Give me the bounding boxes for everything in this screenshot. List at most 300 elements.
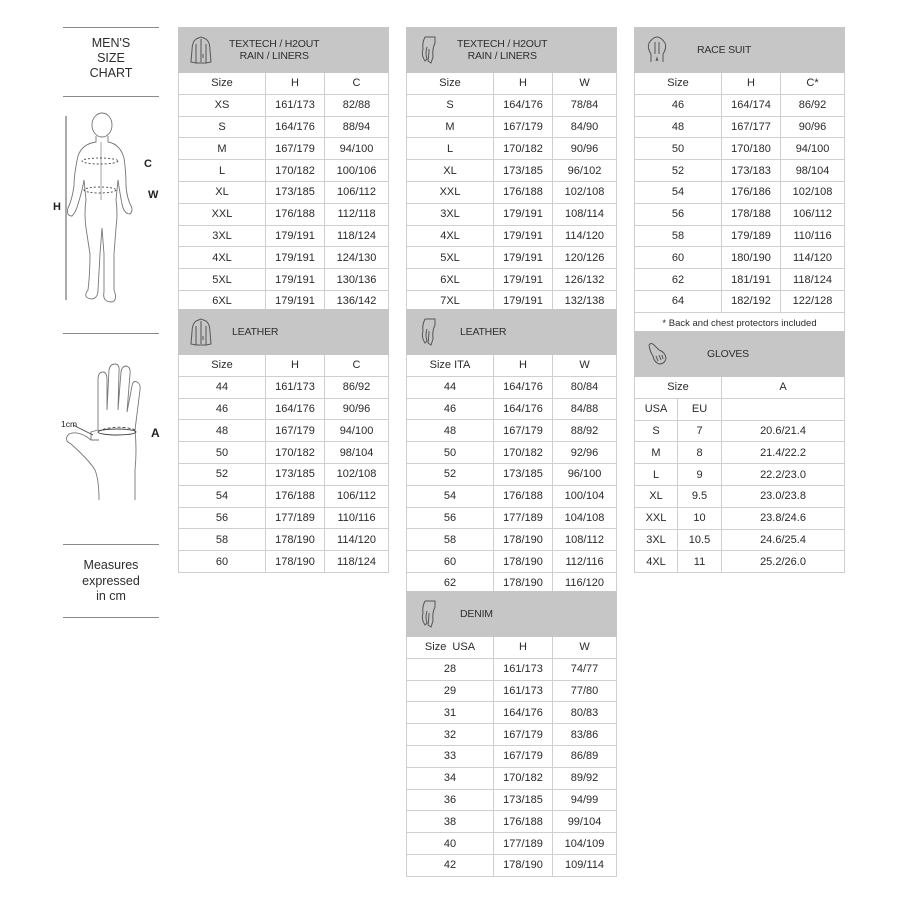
height-cell: 178/190 bbox=[494, 572, 553, 594]
table-row bbox=[635, 529, 845, 551]
size-cell: 56 bbox=[179, 507, 266, 529]
height-cell: 173/185 bbox=[266, 463, 325, 485]
table-row bbox=[407, 269, 617, 291]
waist-cell: 102/108 bbox=[553, 181, 617, 203]
height-cell: 167/179 bbox=[266, 138, 325, 160]
waist-cell: 90/96 bbox=[553, 138, 617, 160]
hand-a-label: A bbox=[151, 426, 160, 440]
table-title: RAIN / LINERS bbox=[467, 50, 537, 62]
chest-cell: 118/124 bbox=[781, 269, 845, 291]
waist-cell: 112/116 bbox=[553, 551, 617, 573]
divider bbox=[63, 544, 159, 545]
height-label: H bbox=[53, 201, 61, 213]
height-cell: 178/190 bbox=[266, 551, 325, 573]
height-cell: 173/185 bbox=[494, 789, 553, 811]
hand-cell: 23.0/23.8 bbox=[722, 485, 845, 507]
waist-cell: 86/89 bbox=[553, 745, 617, 767]
height-cell: 179/191 bbox=[266, 269, 325, 291]
table-row bbox=[407, 745, 617, 767]
waist-cell: 94/99 bbox=[553, 789, 617, 811]
table-row bbox=[407, 724, 617, 746]
size-cell: 33 bbox=[407, 745, 494, 767]
denim-table bbox=[406, 591, 617, 877]
height-cell: 173/183 bbox=[722, 160, 781, 182]
height-cell: 167/179 bbox=[266, 420, 325, 442]
size-cell: 28 bbox=[407, 658, 494, 680]
table-row bbox=[407, 94, 617, 116]
table-row bbox=[179, 138, 389, 160]
height-cell: 176/188 bbox=[494, 181, 553, 203]
height-cell: 179/189 bbox=[722, 225, 781, 247]
height-cell: 164/176 bbox=[266, 398, 325, 420]
table-title: DENIM bbox=[460, 607, 493, 620]
height-cell: 167/179 bbox=[494, 420, 553, 442]
table-row bbox=[635, 551, 845, 573]
column-header: H bbox=[494, 637, 553, 659]
table-row bbox=[635, 442, 845, 464]
waist-label: W bbox=[148, 189, 159, 201]
size-cell: 62 bbox=[635, 269, 722, 291]
table-row bbox=[635, 94, 845, 116]
height-cell: 179/191 bbox=[266, 290, 325, 312]
chart-title bbox=[63, 36, 159, 81]
size-cell: M bbox=[179, 138, 266, 160]
height-cell: 164/176 bbox=[494, 94, 553, 116]
table-header bbox=[179, 28, 389, 73]
table-row bbox=[179, 94, 389, 116]
chest-cell: 110/116 bbox=[325, 507, 389, 529]
table-row bbox=[179, 269, 389, 291]
waist-cell: 104/109 bbox=[553, 833, 617, 855]
glove-icon bbox=[645, 340, 669, 368]
height-cell: 170/182 bbox=[494, 138, 553, 160]
table-row bbox=[179, 376, 389, 398]
height-cell: 181/191 bbox=[722, 269, 781, 291]
chest-cell: 94/100 bbox=[781, 138, 845, 160]
waist-cell: 92/96 bbox=[553, 442, 617, 464]
column-header: H bbox=[722, 73, 781, 95]
size-cell: 62 bbox=[407, 572, 494, 594]
height-cell: 170/182 bbox=[494, 767, 553, 789]
table-row bbox=[635, 116, 845, 138]
divider bbox=[63, 27, 159, 28]
size-cell: S bbox=[179, 116, 266, 138]
size-cell: 60 bbox=[407, 551, 494, 573]
eu-size-cell: 9 bbox=[678, 464, 722, 486]
size-cell: 3XL bbox=[407, 203, 494, 225]
height-cell: 173/185 bbox=[266, 181, 325, 203]
waist-cell: 100/104 bbox=[553, 485, 617, 507]
chest-cell: 90/96 bbox=[325, 398, 389, 420]
table-row bbox=[407, 225, 617, 247]
table-row bbox=[179, 160, 389, 182]
waist-cell: 108/114 bbox=[553, 203, 617, 225]
size-cell: 56 bbox=[407, 507, 494, 529]
waist-cell: 88/92 bbox=[553, 420, 617, 442]
chest-cell: 102/108 bbox=[325, 463, 389, 485]
size-cell: M bbox=[407, 116, 494, 138]
table-header bbox=[407, 310, 617, 355]
size-cell: 64 bbox=[635, 290, 722, 312]
size-cell: 7XL bbox=[407, 290, 494, 312]
table-row bbox=[179, 398, 389, 420]
height-cell: 173/185 bbox=[494, 160, 553, 182]
table-row bbox=[179, 116, 389, 138]
hand-cell: 24.6/25.4 bbox=[722, 529, 845, 551]
table-header bbox=[407, 592, 617, 637]
size-cell: 54 bbox=[635, 181, 722, 203]
column-header: Size bbox=[179, 73, 266, 95]
units-note bbox=[63, 558, 159, 605]
chest-cell: 82/88 bbox=[325, 94, 389, 116]
waist-cell: 99/104 bbox=[553, 811, 617, 833]
table-row bbox=[407, 116, 617, 138]
size-cell: 38 bbox=[407, 811, 494, 833]
waist-cell: 120/126 bbox=[553, 247, 617, 269]
race-suit-icon bbox=[645, 36, 669, 64]
divider bbox=[63, 617, 159, 618]
column-header: H bbox=[494, 355, 553, 377]
title-line: CHART bbox=[89, 66, 133, 80]
height-cell: 167/179 bbox=[494, 724, 553, 746]
units-line: in cm bbox=[96, 589, 126, 603]
gloves-table bbox=[634, 331, 845, 573]
size-cell: 46 bbox=[635, 94, 722, 116]
hand-cell: 25.2/26.0 bbox=[722, 551, 845, 573]
table-title: TEXTECH / H2OUT bbox=[229, 37, 320, 50]
table-row bbox=[407, 203, 617, 225]
size-cell: 5XL bbox=[407, 247, 494, 269]
chest-cell: 102/108 bbox=[781, 181, 845, 203]
table-row bbox=[407, 811, 617, 833]
leather-jacket-table bbox=[178, 309, 389, 573]
column-subheader: USA bbox=[635, 398, 678, 420]
size-cell: 40 bbox=[407, 833, 494, 855]
height-cell: 178/190 bbox=[266, 529, 325, 551]
jacket-icon bbox=[189, 36, 213, 64]
waist-cell: 83/86 bbox=[553, 724, 617, 746]
height-cell: 164/176 bbox=[494, 702, 553, 724]
size-cell: 44 bbox=[407, 376, 494, 398]
title-line: MEN'S bbox=[91, 36, 131, 50]
chest-cell: 106/112 bbox=[781, 203, 845, 225]
waist-cell: 89/92 bbox=[553, 767, 617, 789]
column-header: H bbox=[266, 73, 325, 95]
table-row bbox=[407, 529, 617, 551]
size-cell: 58 bbox=[407, 529, 494, 551]
size-cell: L bbox=[407, 138, 494, 160]
chest-cell: 136/142 bbox=[325, 290, 389, 312]
pants-icon bbox=[417, 317, 441, 347]
chest-cell: 114/120 bbox=[781, 247, 845, 269]
waist-cell: 114/120 bbox=[553, 225, 617, 247]
table-row bbox=[407, 376, 617, 398]
column-header: Size ITA bbox=[407, 355, 494, 377]
waist-cell: 96/100 bbox=[553, 463, 617, 485]
height-cell: 176/188 bbox=[494, 485, 553, 507]
size-cell: 4XL bbox=[179, 247, 266, 269]
table-row bbox=[407, 420, 617, 442]
height-cell: 161/173 bbox=[494, 680, 553, 702]
size-cell: 50 bbox=[407, 442, 494, 464]
height-cell: 164/176 bbox=[494, 376, 553, 398]
chest-cell: 110/116 bbox=[781, 225, 845, 247]
hand-measurement-figure bbox=[55, 360, 165, 510]
column-header: C* bbox=[781, 73, 845, 95]
height-cell: 170/182 bbox=[266, 160, 325, 182]
size-cell: 42 bbox=[407, 854, 494, 876]
table-title: LEATHER bbox=[460, 325, 507, 338]
size-cell: S bbox=[407, 94, 494, 116]
size-cell: 58 bbox=[179, 529, 266, 551]
table-row bbox=[179, 485, 389, 507]
chest-label: C bbox=[144, 158, 152, 170]
chest-cell: 118/124 bbox=[325, 551, 389, 573]
table-row bbox=[179, 463, 389, 485]
height-cell: 179/191 bbox=[266, 225, 325, 247]
height-cell: 179/191 bbox=[266, 247, 325, 269]
size-cell: 3XL bbox=[179, 225, 266, 247]
table-row bbox=[407, 485, 617, 507]
table-row bbox=[407, 789, 617, 811]
table-row bbox=[635, 269, 845, 291]
height-cell: 182/192 bbox=[722, 290, 781, 312]
waist-cell: 126/132 bbox=[553, 269, 617, 291]
eu-size-cell: 9.5 bbox=[678, 485, 722, 507]
usa-size-cell: 4XL bbox=[635, 551, 678, 573]
table-row bbox=[179, 225, 389, 247]
size-cell: 5XL bbox=[179, 269, 266, 291]
column-subheader: EU bbox=[678, 398, 722, 420]
jacket-icon bbox=[189, 318, 213, 346]
usa-size-cell: 3XL bbox=[635, 529, 678, 551]
chest-cell: 106/112 bbox=[325, 181, 389, 203]
waist-cell: 84/88 bbox=[553, 398, 617, 420]
height-cell: 179/191 bbox=[494, 225, 553, 247]
table-row bbox=[407, 507, 617, 529]
table-row bbox=[179, 247, 389, 269]
height-cell: 179/191 bbox=[494, 269, 553, 291]
height-cell: 176/188 bbox=[266, 203, 325, 225]
size-cell: 48 bbox=[407, 420, 494, 442]
table-row bbox=[179, 181, 389, 203]
table-header bbox=[407, 28, 617, 73]
size-cell: 46 bbox=[179, 398, 266, 420]
table-row bbox=[179, 529, 389, 551]
height-cell: 161/173 bbox=[494, 658, 553, 680]
table-row bbox=[635, 138, 845, 160]
table-row bbox=[407, 854, 617, 876]
size-cell: 29 bbox=[407, 680, 494, 702]
table-row bbox=[407, 833, 617, 855]
waist-cell: 109/114 bbox=[553, 854, 617, 876]
table-title: LEATHER bbox=[232, 325, 279, 338]
table-row bbox=[179, 551, 389, 573]
size-cell: 48 bbox=[179, 420, 266, 442]
size-cell: XXL bbox=[407, 181, 494, 203]
table-row bbox=[407, 181, 617, 203]
size-cell: 6XL bbox=[407, 269, 494, 291]
size-cell: XXL bbox=[179, 203, 266, 225]
table-row bbox=[179, 203, 389, 225]
table-header bbox=[179, 310, 389, 355]
pants-icon bbox=[417, 599, 441, 629]
table-row bbox=[635, 464, 845, 486]
size-cell: XL bbox=[179, 181, 266, 203]
chest-cell: 124/130 bbox=[325, 247, 389, 269]
height-cell: 176/186 bbox=[722, 181, 781, 203]
divider bbox=[63, 96, 159, 97]
size-cell: 50 bbox=[179, 442, 266, 464]
table-row bbox=[407, 463, 617, 485]
column-header: C bbox=[325, 73, 389, 95]
table-row bbox=[407, 138, 617, 160]
height-cell: 177/189 bbox=[494, 507, 553, 529]
table-row bbox=[407, 442, 617, 464]
table-row bbox=[407, 680, 617, 702]
size-cell: 48 bbox=[635, 116, 722, 138]
size-cell: 54 bbox=[407, 485, 494, 507]
height-cell: 177/189 bbox=[266, 507, 325, 529]
chest-cell: 106/112 bbox=[325, 485, 389, 507]
height-cell: 176/188 bbox=[494, 811, 553, 833]
chest-cell: 98/104 bbox=[325, 442, 389, 464]
height-cell: 164/176 bbox=[494, 398, 553, 420]
usa-size-cell: XL bbox=[635, 485, 678, 507]
chest-cell: 90/96 bbox=[781, 116, 845, 138]
waist-cell: 74/77 bbox=[553, 658, 617, 680]
size-cell: 36 bbox=[407, 789, 494, 811]
column-header: H bbox=[266, 355, 325, 377]
hand-cell: 23.8/24.6 bbox=[722, 507, 845, 529]
size-cell: 56 bbox=[635, 203, 722, 225]
column-subheader bbox=[722, 398, 845, 420]
table-title: RAIN / LINERS bbox=[239, 50, 309, 62]
units-line: expressed bbox=[82, 573, 140, 588]
height-cell: 167/177 bbox=[722, 116, 781, 138]
table-row bbox=[407, 658, 617, 680]
waist-cell: 108/112 bbox=[553, 529, 617, 551]
size-cell: 54 bbox=[179, 485, 266, 507]
waist-cell: 80/84 bbox=[553, 376, 617, 398]
table-header bbox=[635, 28, 845, 73]
column-header: H bbox=[494, 73, 553, 95]
height-cell: 178/188 bbox=[722, 203, 781, 225]
column-header: Size USA bbox=[407, 637, 494, 659]
height-cell: 179/191 bbox=[494, 203, 553, 225]
size-cell: 4XL bbox=[407, 225, 494, 247]
leather-pants-table bbox=[406, 309, 617, 595]
usa-size-cell: L bbox=[635, 464, 678, 486]
table-title: RACE SUIT bbox=[697, 43, 752, 56]
size-cell: 6XL bbox=[179, 290, 266, 312]
size-cell: 31 bbox=[407, 702, 494, 724]
chest-cell: 86/92 bbox=[325, 376, 389, 398]
race-suit-table bbox=[634, 27, 845, 335]
hand-cell: 20.6/21.4 bbox=[722, 420, 845, 442]
size-cell: XS bbox=[179, 94, 266, 116]
waist-cell: 77/80 bbox=[553, 680, 617, 702]
chest-cell: 118/124 bbox=[325, 225, 389, 247]
eu-size-cell: 7 bbox=[678, 420, 722, 442]
size-cell: L bbox=[179, 160, 266, 182]
chest-cell: 88/94 bbox=[325, 116, 389, 138]
size-cell: 52 bbox=[635, 160, 722, 182]
size-cell: 34 bbox=[407, 767, 494, 789]
height-cell: 177/189 bbox=[494, 833, 553, 855]
column-header: W bbox=[553, 355, 617, 377]
height-cell: 161/173 bbox=[266, 94, 325, 116]
height-cell: 173/185 bbox=[494, 463, 553, 485]
height-cell: 178/190 bbox=[494, 529, 553, 551]
waist-cell: 132/138 bbox=[553, 290, 617, 312]
eu-size-cell: 8 bbox=[678, 442, 722, 464]
textech-jacket-table bbox=[178, 27, 389, 313]
chest-cell: 130/136 bbox=[325, 269, 389, 291]
table-row bbox=[407, 398, 617, 420]
footnote: * Back and chest protectors included bbox=[635, 312, 845, 334]
size-cell: XL bbox=[407, 160, 494, 182]
body-measurement-figure bbox=[52, 104, 162, 309]
table-row bbox=[635, 507, 845, 529]
eu-size-cell: 10.5 bbox=[678, 529, 722, 551]
table-row bbox=[179, 442, 389, 464]
height-cell: 164/176 bbox=[266, 116, 325, 138]
height-cell: 170/180 bbox=[722, 138, 781, 160]
hand-cell: 22.2/23.0 bbox=[722, 464, 845, 486]
table-row bbox=[635, 290, 845, 312]
offset-label: 1cm bbox=[61, 419, 78, 429]
column-header: A bbox=[722, 377, 845, 399]
table-row bbox=[635, 247, 845, 269]
waist-cell: 84/90 bbox=[553, 116, 617, 138]
table-row bbox=[407, 247, 617, 269]
chest-cell: 100/106 bbox=[325, 160, 389, 182]
height-cell: 179/191 bbox=[494, 290, 553, 312]
chest-cell: 94/100 bbox=[325, 420, 389, 442]
column-header: Size bbox=[179, 355, 266, 377]
size-cell: 32 bbox=[407, 724, 494, 746]
chest-cell: 112/118 bbox=[325, 203, 389, 225]
eu-size-cell: 10 bbox=[678, 507, 722, 529]
height-cell: 176/188 bbox=[266, 485, 325, 507]
usa-size-cell: M bbox=[635, 442, 678, 464]
column-header: Size bbox=[407, 73, 494, 95]
height-cell: 164/174 bbox=[722, 94, 781, 116]
hand-cell: 21.4/22.2 bbox=[722, 442, 845, 464]
size-cell: 60 bbox=[635, 247, 722, 269]
table-row bbox=[635, 420, 845, 442]
size-cell: 44 bbox=[179, 376, 266, 398]
title-line: SIZE bbox=[97, 51, 125, 65]
eu-size-cell: 11 bbox=[678, 551, 722, 573]
usa-size-cell: S bbox=[635, 420, 678, 442]
table-title: TEXTECH / H2OUT bbox=[457, 37, 548, 50]
table-row bbox=[635, 181, 845, 203]
chest-cell: 114/120 bbox=[325, 529, 389, 551]
textech-pants-table bbox=[406, 27, 617, 313]
waist-cell: 78/84 bbox=[553, 94, 617, 116]
column-header: W bbox=[553, 637, 617, 659]
size-cell: 52 bbox=[179, 463, 266, 485]
waist-cell: 80/83 bbox=[553, 702, 617, 724]
waist-cell: 96/102 bbox=[553, 160, 617, 182]
table-row bbox=[179, 507, 389, 529]
height-cell: 167/179 bbox=[494, 745, 553, 767]
divider bbox=[63, 333, 159, 334]
height-cell: 180/190 bbox=[722, 247, 781, 269]
height-cell: 161/173 bbox=[266, 376, 325, 398]
